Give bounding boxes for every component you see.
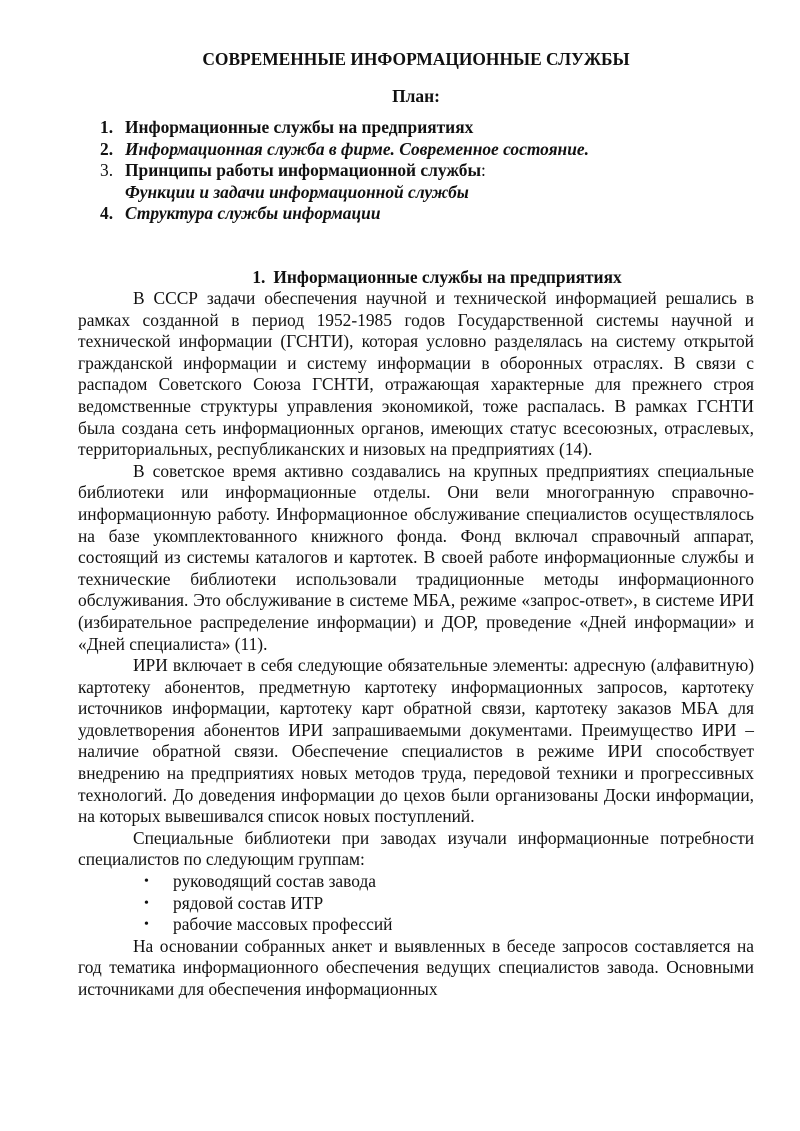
plan-item-number: 4.: [100, 203, 114, 223]
plan-item-number: 2.: [100, 138, 114, 159]
plan-item-text: Информационные службы на предприятиях: [125, 117, 474, 137]
paragraph-5: На основании собранных анкет и выявленных в беседе запросов составляется на год тематика информационного обеспечения ведущих специалистов завода. Основными источниками для обеспечения информационных: [78, 935, 754, 999]
bullet-icon: •: [144, 874, 149, 890]
plan-item-number: 1.: [100, 117, 114, 137]
plan-title: План:: [392, 86, 440, 106]
plan-list: [78, 117, 754, 225]
list-item-text: руководящий состав завода: [173, 871, 377, 892]
plan-item-2: [78, 139, 754, 161]
list-item-text: рядовой состав ИТР: [173, 892, 324, 913]
paragraph-1: В СССР задачи обеспечения научной и технической информацией решались в рамках созданной в период 1952-1985 годов Государственной системы научной и технической информации (ГСНТИ), которая условно разделялась на систему открытой гражданской информации и систему информации в оборонных отраслях. В связи с распадом Советского Союза ГСНТИ, отражающая характерные для прежнего строя ведомственные структуры управления экономикой, тоже распалась. В рамках ГСНТИ была создана сеть информационных органов, имеющих статус всесоюзных, отраслевых, территориальных, республиканских и низовых на предприятиях (14).: [78, 288, 754, 460]
plan-item-3: [78, 160, 754, 203]
plan-item-number: 3.: [100, 160, 114, 180]
paragraph-4: Специальные библиотеки при заводах изучали информационные потребности специалистов по следующим группам:: [78, 827, 754, 870]
plan-item-text: Структура службы информации: [125, 203, 381, 223]
document-title: СОВРЕМЕННЫЕ ИНФОРМАЦИОННЫЕ СЛУЖБЫ: [202, 49, 630, 69]
bullet-icon: •: [144, 895, 149, 911]
list-item: [78, 914, 754, 936]
section-heading: [78, 267, 754, 289]
plan-item-subtext: Функции и задачи информационной службы: [125, 181, 469, 202]
paragraph-2: В советское время активно создавались на крупных предприятиях специальные библиотеки или информационные отделы. Они вели многогранную справочно-информационную работу. Информационное обслуживание специалистов осуществлялось на базе укомплектованного книжного фонда. Фонд включал справочный аппарат, состоящий из системы каталогов и картотек. В своей работе информационные службы и технические библиотеки использовали традиционные методы информационного обслуживания. Это обслуживание в системе МБА, режиме «запрос-ответ», в системе ИРИ (избирательное распределение информации) и ДОР, проведение «Дней информации» и «Дней специалиста» (11).: [78, 460, 754, 654]
plan-item-text: Принципы работы информационной службы: [125, 160, 482, 180]
list-item-text: рабочие массовых профессий: [173, 914, 393, 935]
plan-item-4: [78, 203, 754, 225]
paragraph-3: ИРИ включает в себя следующие обязательные элементы: адресную (алфавитную) картотеку абонентов, предметную картотеку информационных запросов, картотеку источников информации, картотеку карт обратной связи, картотеку заказов МБА для удовлетворения абонентов ИРИ запрашиваемыми документами. Преимущество ИРИ – наличие обратной связи. Обеспечение специалистов в режиме ИРИ способствует внедрению на предприятиях новых методов труда, передовой техники и прогрессивных технологий. До доведения информации до цехов были организованы Доски информации, на которых вывешивался список новых поступлений.: [78, 655, 754, 827]
document-page: [78, 48, 754, 1001]
bullet-icon: •: [144, 917, 149, 933]
list-item: [78, 871, 754, 893]
plan-item-1: [78, 117, 754, 139]
plan-item-suffix: :: [481, 160, 486, 180]
section-heading-text: Информационные службы на предприятиях: [273, 266, 622, 287]
groups-list: [78, 871, 754, 936]
section-number: 1.: [252, 266, 266, 287]
plan-item-text: Информационная служба в фирме. Современное состояние.: [125, 138, 589, 159]
list-item: [78, 893, 754, 915]
